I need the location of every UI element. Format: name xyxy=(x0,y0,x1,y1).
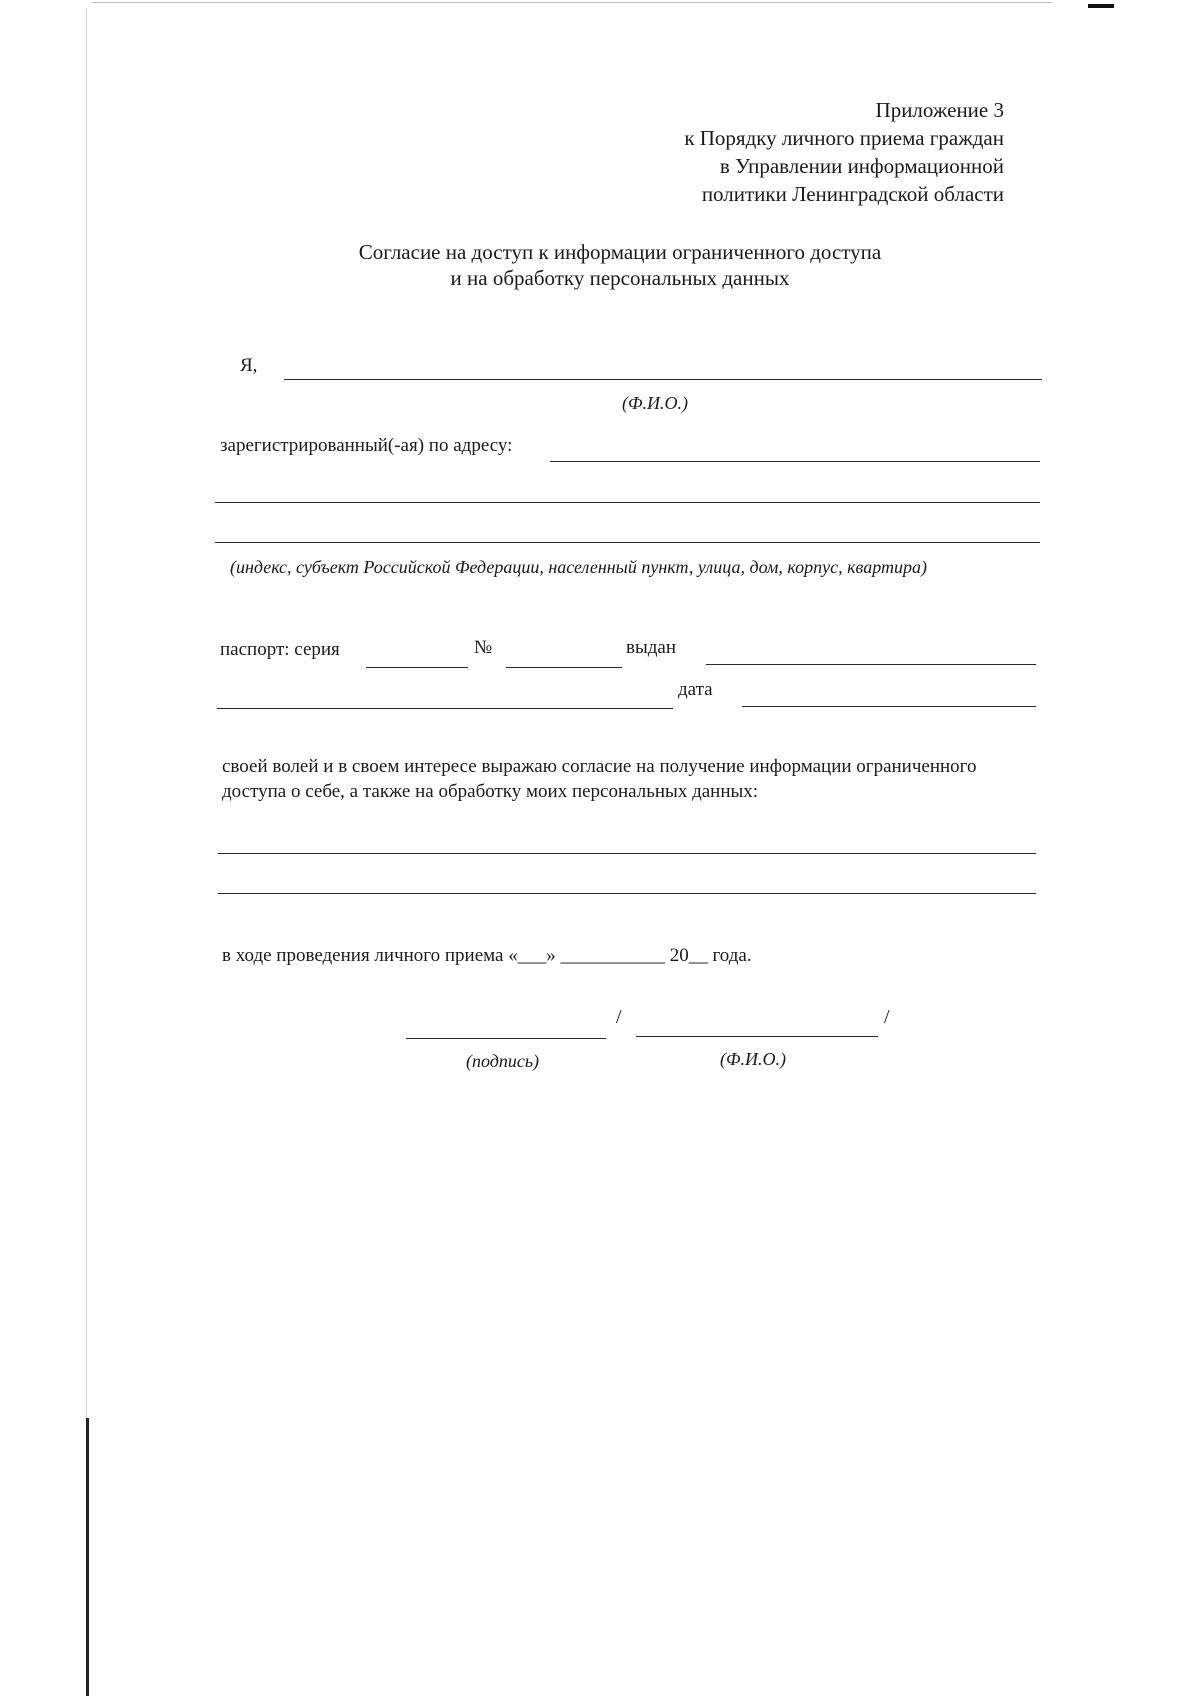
passport-series-label: паспорт: серия xyxy=(220,639,340,660)
passport-number-field-line[interactable] xyxy=(506,667,622,668)
appendix-ref-line: в Управлении информационной xyxy=(719,154,1004,178)
fio-field-line[interactable] xyxy=(284,379,1042,380)
appendix-number: Приложение 3 xyxy=(875,98,1004,122)
signer-fio-caption: (Ф.И.О.) xyxy=(720,1049,786,1069)
title-line: Согласие на доступ к информации ограниченного доступа xyxy=(358,240,882,264)
signature-field-line[interactable] xyxy=(406,1038,606,1039)
scan-edge-left xyxy=(86,8,87,1418)
passport-issued-label: выдан xyxy=(626,637,677,658)
address-caption: (индекс, субъект Российской Федерации, населенный пункт, улица, дом, корпус, квартира) xyxy=(230,557,927,577)
address-label: зарегистрированный(-ая) по адресу: xyxy=(220,435,513,456)
passport-series-field-line[interactable] xyxy=(366,667,468,668)
passport-date-label: дата xyxy=(678,679,713,700)
fio-caption: (Ф.И.О.) xyxy=(622,393,688,413)
i-label: Я, xyxy=(240,355,258,376)
passport-number-label: № xyxy=(474,637,493,658)
consent-text-line: своей волей и в своем интересе выражаю согласие на получение информации ограниченного xyxy=(222,756,977,777)
signature-separator: / xyxy=(884,1006,890,1028)
signer-fio-field-line[interactable] xyxy=(636,1036,878,1037)
signature-caption: (подпись) xyxy=(466,1051,540,1071)
signature-separator: / xyxy=(616,1006,622,1028)
scan-mark xyxy=(1088,4,1114,8)
passport-date-field-line[interactable] xyxy=(742,706,1036,707)
appendix-ref-line: политики Ленинградской области xyxy=(701,182,1004,206)
passport-issued-field-line[interactable] xyxy=(217,708,673,709)
scan-edge-top xyxy=(92,2,1052,3)
address-field-line[interactable] xyxy=(215,502,1040,503)
consent-field-line[interactable] xyxy=(218,893,1036,894)
title-line: и на обработку персональных данных xyxy=(450,266,790,290)
address-field-line[interactable] xyxy=(215,542,1040,543)
address-field-line[interactable] xyxy=(550,461,1040,462)
appendix-ref-line: к Порядку личного приема граждан xyxy=(684,126,1004,150)
scan-edge-left-dark xyxy=(86,1418,89,1696)
consent-field-line[interactable] xyxy=(218,853,1036,854)
consent-text-line: доступа о себе, а также на обработку моих персональных данных: xyxy=(222,781,759,802)
passport-issued-field-line[interactable] xyxy=(706,664,1036,665)
reception-date-text: в ходе проведения личного приема «___» ___________ 20__ года. xyxy=(222,945,752,966)
